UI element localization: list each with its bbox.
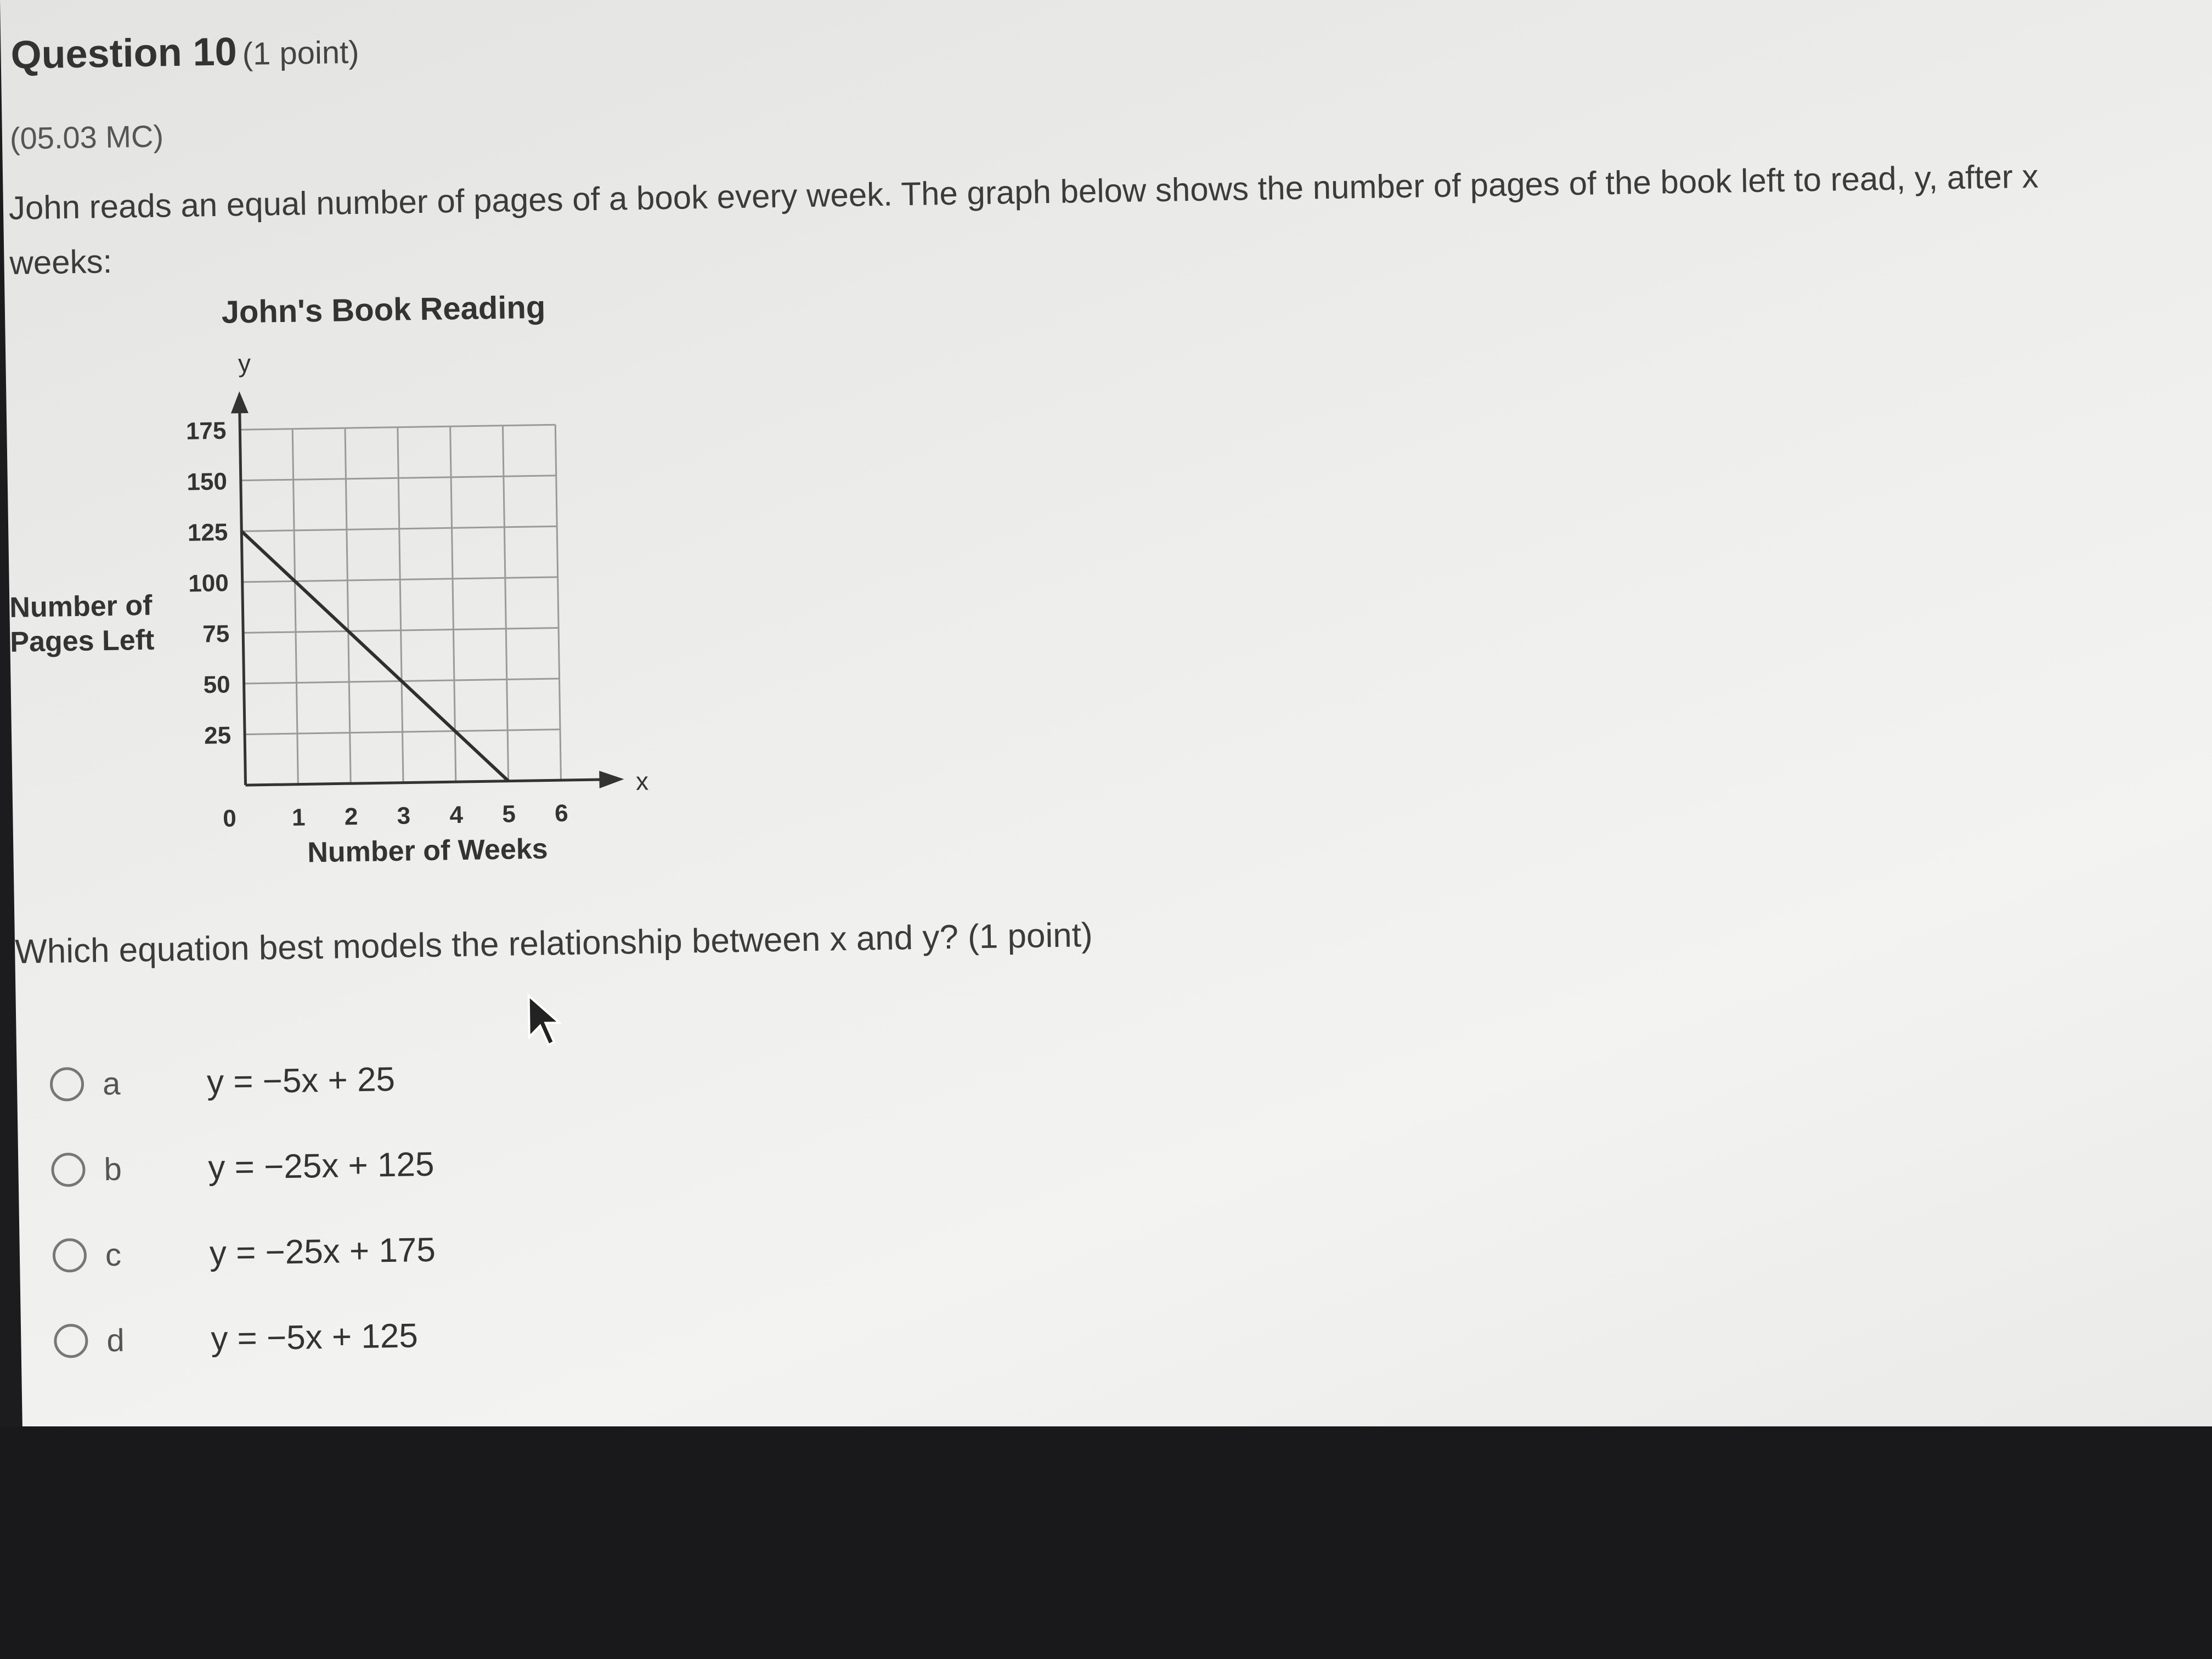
question-title: Question 10 (10, 30, 238, 77)
choice-d[interactable] (53, 1293, 437, 1384)
y-tick-label: 125 (187, 518, 228, 546)
question-header (10, 27, 359, 78)
grid-line-vertical (555, 425, 561, 780)
choice-letter: c (105, 1237, 122, 1273)
monitor-bezel (0, 1426, 2212, 1659)
x-axis-arrow (599, 770, 624, 788)
book-reading-chart (4, 274, 705, 889)
question-prompt: Which equation best models the relationship between x and y? (1 point) (14, 916, 1093, 971)
x-tick-label: 6 (554, 799, 569, 827)
y-axis-label-line2: Pages Left (9, 624, 155, 658)
radio-button-icon[interactable] (50, 1067, 84, 1102)
x-axis-letter: x (635, 766, 649, 795)
question-code: (05.03 MC) (9, 119, 164, 156)
arrow-cursor-icon (526, 992, 566, 1048)
question-points: (1 point) (242, 34, 359, 72)
grid-line-vertical (503, 426, 508, 781)
y-tick-label: 100 (188, 569, 229, 597)
radio-button-icon[interactable] (51, 1153, 86, 1187)
y-tick-label: 175 (185, 417, 227, 445)
y-axis-arrow (230, 391, 249, 413)
choice-equation: y = −25x + 175 (209, 1231, 436, 1272)
x-axis-line (246, 780, 605, 785)
choice-equation: y = −25x + 125 (207, 1145, 435, 1187)
chart-axes (230, 385, 624, 794)
grid-line-vertical (345, 428, 351, 783)
radio-button-icon[interactable] (52, 1238, 87, 1273)
x-tick-label: 0 (222, 805, 237, 832)
x-tick-label: 3 (397, 802, 411, 830)
x-tick-label: 4 (449, 801, 464, 829)
chart-grid (240, 425, 561, 785)
answer-choices (49, 1036, 438, 1384)
choice-equation: y = −5x + 25 (206, 1060, 396, 1101)
x-tick-label: 1 (291, 804, 306, 831)
y-tick-label: 50 (203, 671, 231, 699)
chart-title: John's Book Reading (221, 289, 546, 330)
radio-button-icon[interactable] (54, 1324, 88, 1358)
y-axis-line (240, 408, 246, 785)
question-text: John reads an equal number of pages of a book every week. The graph below shows the number of pages of the book left to read, y, after x weeks: (8, 157, 2039, 281)
choice-c[interactable] (52, 1207, 436, 1299)
y-axis-label-line1: Number of (9, 589, 153, 624)
chart-series (241, 527, 508, 785)
choice-equation: y = −5x + 125 (210, 1316, 419, 1358)
grid-line-vertical (292, 429, 298, 785)
choice-letter: d (106, 1322, 125, 1358)
x-axis-label: Number of Weeks (307, 833, 549, 869)
y-tick-label: 150 (187, 468, 228, 496)
grid-line-vertical (398, 427, 403, 783)
y-axis-letter: y (238, 348, 251, 378)
choice-letter: b (103, 1151, 122, 1187)
x-tick-label: 2 (344, 803, 358, 831)
x-tick-label: 5 (501, 800, 516, 828)
pages-left-line (241, 527, 508, 785)
choice-letter: a (102, 1065, 121, 1102)
y-tick-label: 25 (204, 721, 232, 749)
y-tick-label: 75 (202, 620, 230, 648)
choice-a[interactable] (49, 1036, 433, 1127)
choice-b[interactable] (50, 1121, 435, 1213)
